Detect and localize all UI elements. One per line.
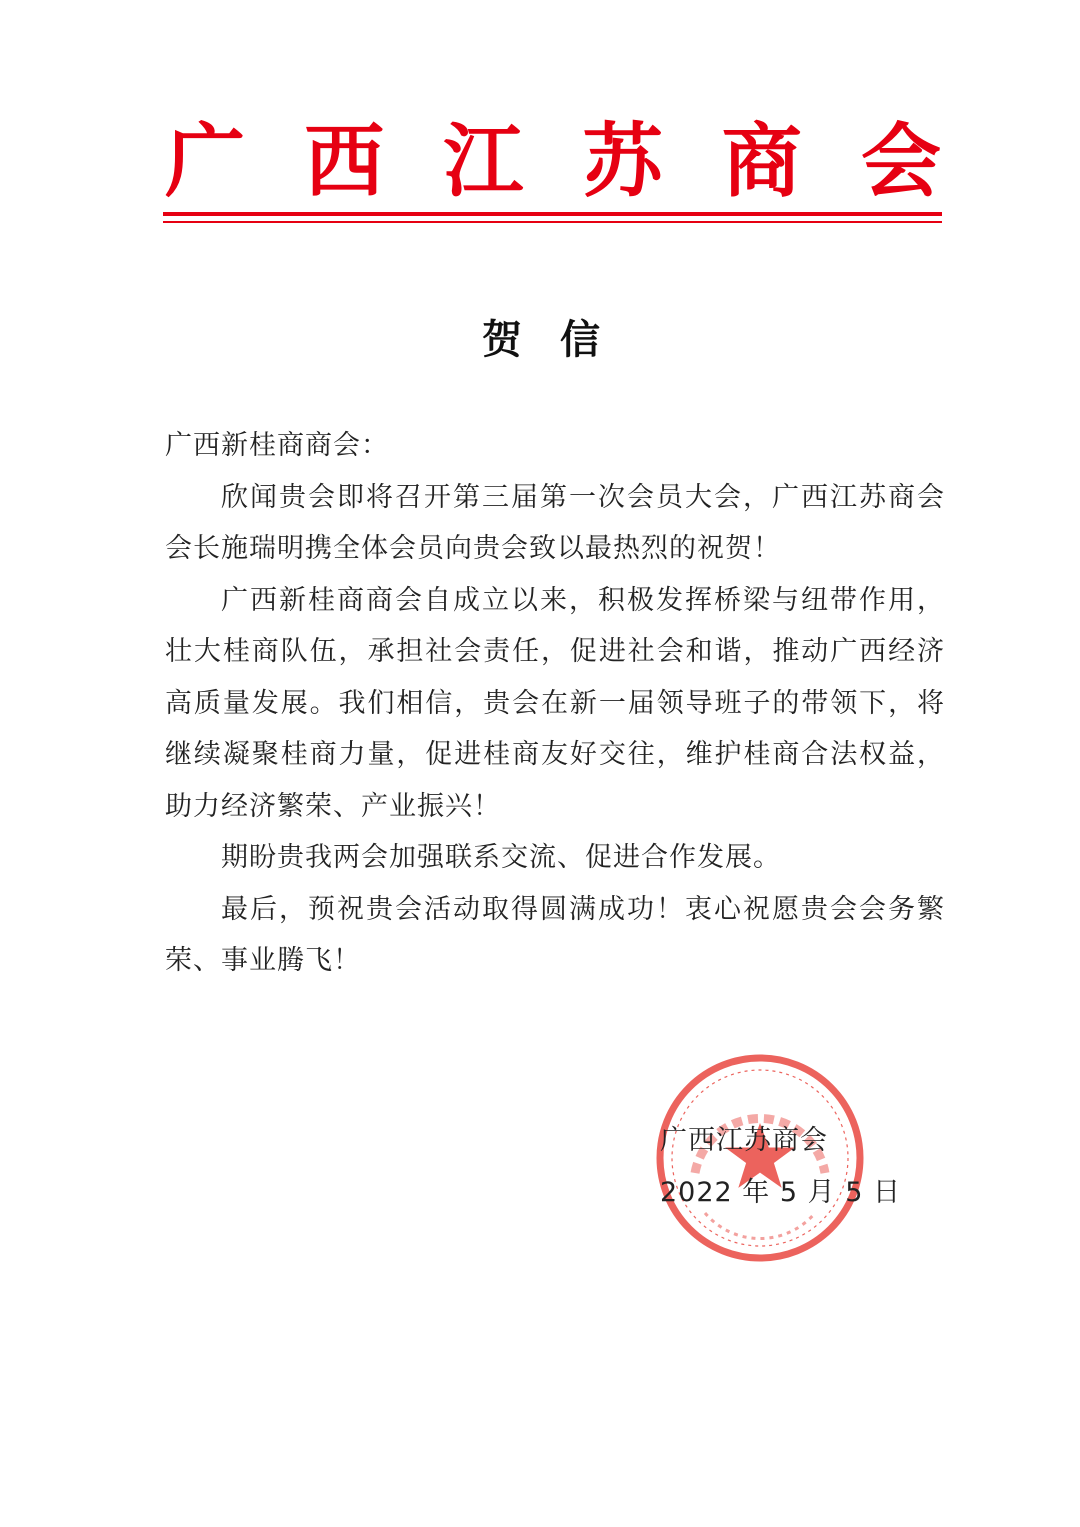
paragraph: 欣闻贵会即将召开第三届第一次会员大会，广西江苏商会会长施瑞明携全体会员向贵会致以最热烈的祝贺！ — [165, 481, 945, 564]
signature-org: 广西江苏商会 — [660, 1125, 828, 1156]
letterhead — [165, 114, 941, 208]
letterhead-char: 广 — [165, 114, 245, 208]
signature-date: 2022 年 5 月 5 日 — [660, 1177, 901, 1208]
salutation: 广西新桂商商会： — [165, 430, 389, 461]
document-title: 贺信 — [482, 317, 638, 363]
letterhead-char: 商 — [721, 114, 802, 208]
letterhead-divider-thin — [163, 221, 942, 223]
letterhead-char: 江 — [443, 114, 524, 208]
letterhead-divider-thick — [163, 212, 942, 216]
signature-block — [660, 1115, 901, 1219]
paragraph: 期盼贵我两会加强联系交流、促进合作发展。 — [221, 842, 781, 873]
paragraph: 最后，预祝贵会活动取得圆满成功！衷心祝愿贵会会务繁荣、事业腾飞！ — [165, 893, 945, 976]
paragraph: 广西新桂商商会自成立以来，积极发挥桥梁与纽带作用，壮大桂商队伍，承担社会责任，促进社会和谐，推动广西经济高质量发展。我们相信，贵会在新一届领导班子的带领下，将继续凝聚桂商力量，促进桂商友好交往，维护桂商合法权益，助力经济繁荣、产业振兴！ — [165, 584, 945, 822]
letter-body — [165, 420, 945, 987]
letterhead-char: 西 — [304, 114, 385, 208]
letterhead-char: 苏 — [582, 114, 663, 208]
letterhead-char: 会 — [860, 114, 941, 208]
